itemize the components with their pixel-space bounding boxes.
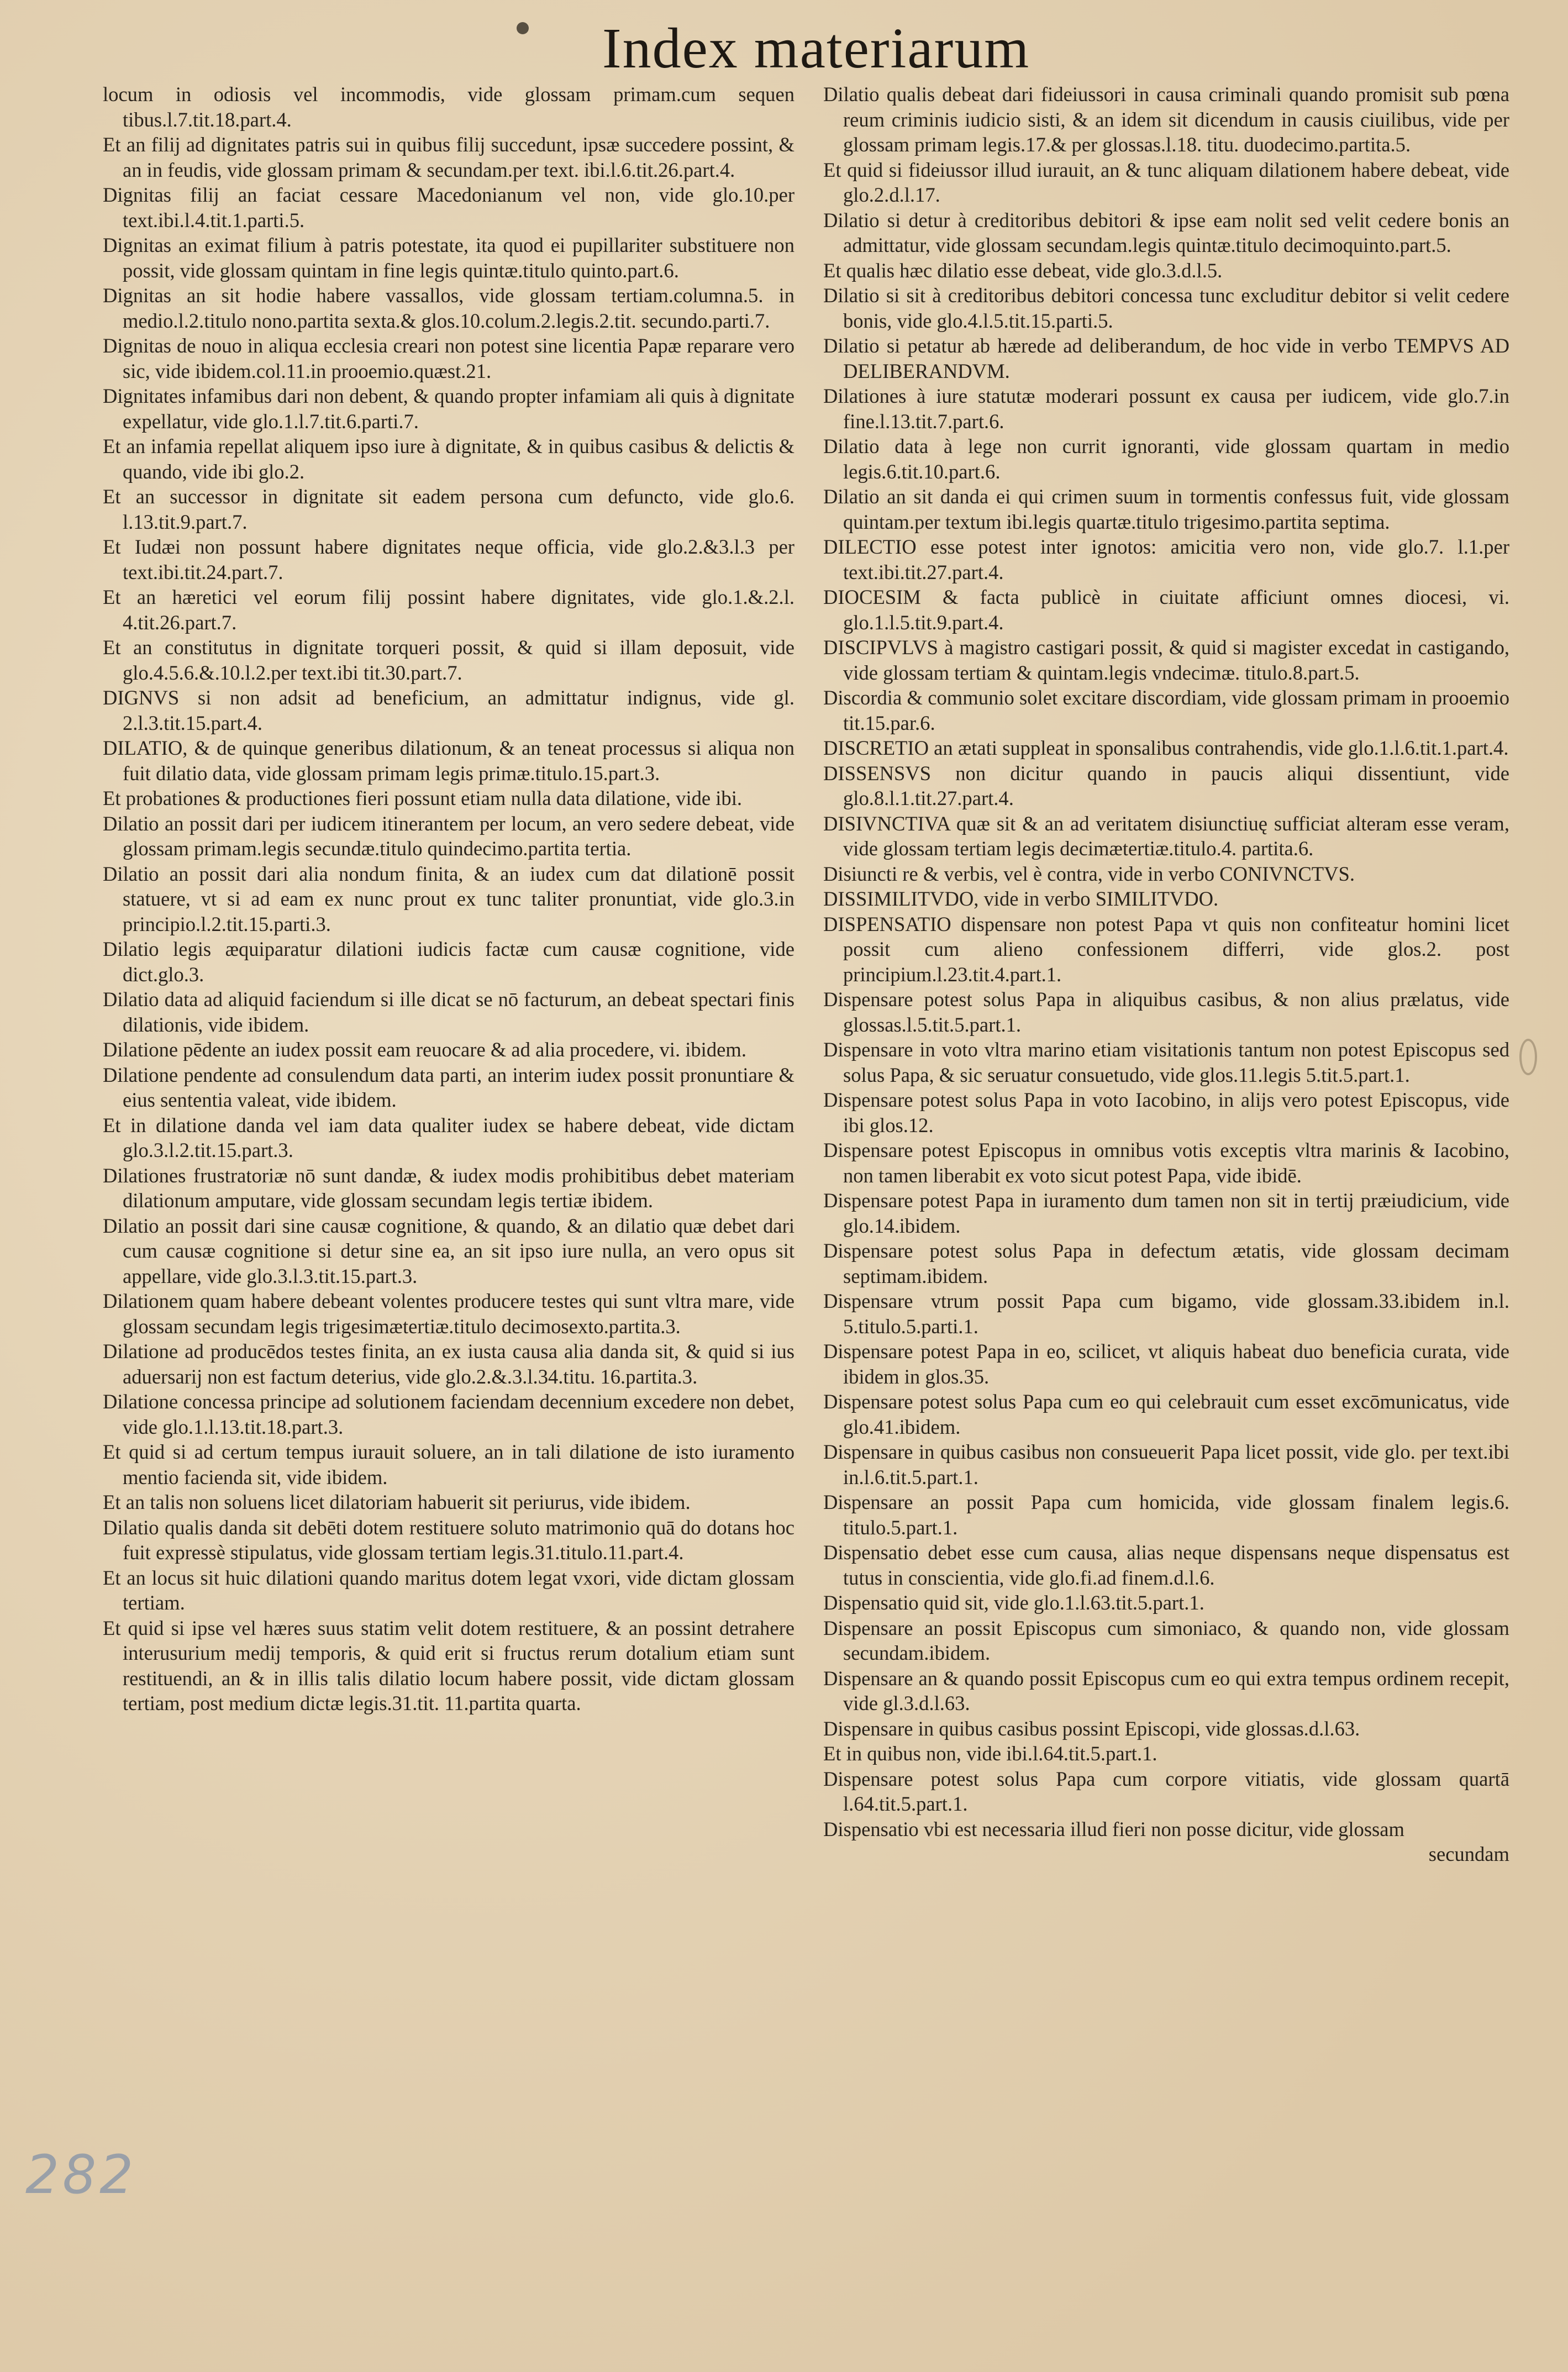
- index-entry: DIGNVS si non adsit ad beneficium, an admittatur indignus, vide gl. 2.l.3.tit.15.part.4.: [103, 686, 794, 734]
- index-entry: Dignitates infamibus dari non debent, & quando propter infamiam ali quis à dignitate expellatur, vide glo.1.l.7.tit.6.parti.7.: [103, 385, 794, 433]
- index-entry: Dilatione concessa principe ad solutionem faciendam decennium excedere non debet, vide glo.1.l.13.tit.18.part.3.: [103, 1390, 794, 1438]
- index-entry: Dispensare potest solus Papa in voto Iacobino, in alijs vero potest Episcopus, vide ibi glos.12.: [823, 1088, 1509, 1137]
- index-entry: Et an locus sit huic dilationi quando maritus dotem legat vxori, vide dictam glossam tertiam.: [103, 1566, 794, 1614]
- index-entry: Et quid si ad certum tempus iurauit soluere, an in tali dilatione de isto iuramento mentio facienda sit, vide ibidem.: [103, 1440, 794, 1489]
- index-entry: Dilatio legis æquiparatur dilationi iudicis factæ cum causæ cognitione, vide dict.glo.3.: [103, 938, 794, 986]
- index-entry: Dispensare potest Papa in eo, scilicet, vt aliquis habeat duo beneficia curata, vide ibidem in glos.35.: [823, 1340, 1509, 1388]
- index-entry: Et probationes & productiones fieri possunt etiam nulla data dilatione, vide ibi.: [103, 787, 743, 809]
- catchword: secundam: [1428, 1843, 1509, 1865]
- index-entry: Et qualis hæc dilatio esse debeat, vide glo.3.d.l.5.: [823, 259, 1223, 282]
- page-title: Index materiarum: [602, 17, 1030, 80]
- index-entry: Dispensare potest solus Papa cum eo qui celebrauit cum esset excōmunicatus, vide glo.41.ibidem.: [823, 1390, 1509, 1438]
- index-entry: Dilatio an possit dari per iudicem itinerantem per locum, an vero sedere debeat, vide glossam primam.legis secundæ.titulo quindecimo.partita tertia.: [103, 812, 794, 860]
- index-entry: Disiuncti re & verbis, vel è contra, vide in verbo CONIVNCTVS.: [823, 862, 1355, 885]
- index-entry: DISSENSVS non dicitur quando in paucis aliqui dissentiunt, vide glo.8.l.1.tit.27.part.4.: [823, 761, 1509, 809]
- index-entry: Discordia & communio solet excitare discordiam, vide glossam primam in prooemio tit.15.par.6.: [823, 686, 1509, 734]
- index-entry: Dispensare in quibus casibus non consueuerit Papa licet possit, vide glo. per text.ibi in.l.6.tit.5.part.1.: [823, 1440, 1509, 1489]
- index-entry: Et Iudæi non possunt habere dignitates neque officia, vide glo.2.&3.l.3 per text.ibi.tit.24.part.7.: [103, 535, 794, 583]
- index-entry: Dispensare in voto vltra marino etiam visitationis tantum non potest Episcopus sed solus Papa, & sic seruatur consuetudo, vide glos.11.legis 5.tit.5.part.1.: [823, 1038, 1509, 1086]
- index-entry: Dilatione pendente ad consulendum data parti, an interim iudex possit pronuntiare & eius sententia valeat, vide ibidem.: [103, 1063, 794, 1111]
- index-entry: Dilatione pēdente an iudex possit eam reuocare & ad alia procedere, vi. ibidem.: [103, 1038, 746, 1061]
- index-entry: DILECTIO esse potest inter ignotos: amicitia vero non, vide glo.7. l.1.per text.ibi.tit.27.part.4.: [823, 535, 1509, 583]
- index-entry: Dilatio qualis debeat dari fideiussori in causa criminali quando promisit sub pœna reum criminis iudicio sisti, & an idem sit dicendum in causis ciuilibus, vide per glossam primam legis.17.& per glossas.l.18. titu. duodecimo.partita.5.: [823, 83, 1509, 156]
- index-entry: DIOCESIM & facta publicè in ciuitate afficiunt omnes diocesi, vi. glo.1.l.5.tit.9.part.4.: [823, 586, 1509, 634]
- index-entry: locum in odiosis vel incommodis, vide glossam primam.cum sequen tibus.l.7.tit.18.part.4.: [103, 83, 794, 131]
- index-entry: Et an filij ad dignitates patris sui in quibus filij succedunt, ipsæ succedere possint, & an in feudis, vide glossam primam & secundam.per text. ibi.l.6.tit.26.part.4.: [103, 133, 794, 181]
- index-entry: Dispensare an possit Episcopus cum simoniaco, & quando non, vide glossam secundam.ibidem.: [823, 1616, 1509, 1664]
- ink-dot: [517, 22, 529, 34]
- index-entry: Dilationes frustratoriæ nō sunt dandæ, & iudex modis prohibitibus debet materiam dilationum amputare, vide glossam secundam legis tertiæ ibidem.: [103, 1164, 794, 1212]
- index-entry: Dispensatio debet esse cum causa, alias neque dispensans neque dispensatus est tutus in conscientia, vide glo.fi.ad finem.d.l.6.: [823, 1541, 1509, 1589]
- index-entry: Dispensare vtrum possit Papa cum bigamo, vide glossam.33.ibidem in.l. 5.titulo.5.parti.1.: [823, 1290, 1509, 1338]
- index-entry: Dispensare potest Episcopus in omnibus votis exceptis vltra marinis & Iacobino, non tamen liberabit ex voto sicut potest Papa, vide ibidē.: [823, 1139, 1509, 1187]
- index-entry: Dilatio an sit danda ei qui crimen suum in tormentis confessus fuit, vide glossam quintam.per textum ibi.legis quartæ.titulo trigesimo.partita septima.: [823, 485, 1509, 533]
- index-entry: Et in dilatione danda vel iam data qualiter iudex se habere debeat, vide dictam glo.3.l.2.tit.15.part.3.: [103, 1113, 794, 1161]
- ink-stain: [1519, 1039, 1537, 1075]
- index-entry: Dilatio data à lege non currit ignoranti, vide glossam quartam in medio legis.6.tit.10.part.6.: [823, 435, 1509, 483]
- index-entry: Dilatio qualis danda sit debēti dotem restituere soluto matrimonio quā do dotans hoc fuit expressè stipulatus, vide glossam tertiam legis.31.titulo.11.part.4.: [103, 1516, 794, 1564]
- handwritten-page-number: 282: [25, 2144, 137, 2206]
- index-entry: Dilationes à iure statutæ moderari possunt ex causa per iudicem, vide glo.7.in fine.l.13.tit.7.part.6.: [823, 385, 1509, 433]
- index-entry: Dignitas de nouo in aliqua ecclesia creari non potest sine licentia Papæ reparare vero sic, vide ibidem.col.11.in prooemio.quæst.21.: [103, 334, 794, 382]
- index-entry: DISCIPVLVS à magistro castigari possit, & quid si magister excedat in castigando, vide glossam tertiam & quintam.legis vndecimæ. titulo.8.part.5.: [823, 636, 1509, 684]
- index-entry: Dilatio an possit dari sine causæ cognitione, & quando, & an dilatio quæ debet dari cum causæ cognitione si detur sine ea, an sit ipso iure nulla, an vero opus sit appellare, vide glo.3.l.3.tit.15.part.3.: [103, 1214, 794, 1287]
- index-entry: Dilationem quam habere debeant volentes producere testes qui sunt vltra mare, vide glossam secundam legis trigesimætertiæ.titulo decimosexto.partita.3.: [103, 1290, 794, 1338]
- index-entry: Dispensare an & quando possit Episcopus cum eo qui extra tempus ordinem recepit, vide gl.3.d.l.63.: [823, 1666, 1509, 1714]
- index-entry: DISCRETIO an ætati suppleat in sponsalibus contrahendis, vide glo.1.l.6.tit.1.part.4.: [823, 737, 1509, 759]
- right-column: [823, 82, 1509, 1867]
- index-entry: Et an hæretici vel eorum filij possint habere dignitates, vide glo.1.&.2.l. 4.tit.26.part.7.: [103, 586, 794, 634]
- index-entry: DISPENSATIO dispensare non potest Papa vt quis non confiteatur homini licet possit cum alieno confessionem differri, vide glos.2. post principium.l.23.tit.4.part.1.: [823, 912, 1509, 986]
- index-entry: Dilatio si petatur ab hærede ad deliberandum, de hoc vide in verbo TEMPVS AD DELIBERANDVM.: [823, 334, 1509, 382]
- index-entry: Dignitas an eximat filium à patris potestate, ita quod ei pupillariter substituere non possit, vide glossam quintam in fine legis quintæ.titulo quinto.part.6.: [103, 234, 794, 282]
- index-entry: Dilatio si sit à creditoribus debitori concessa tunc excluditur debitor si velit cedere bonis, vide glo.4.l.5.tit.15.parti.5.: [823, 284, 1509, 332]
- left-column: [103, 82, 794, 1716]
- page-header: [0, 15, 1568, 80]
- index-entry: Et an successor in dignitate sit eadem persona cum defuncto, vide glo.6. l.13.tit.9.part.7.: [103, 485, 794, 533]
- index-entry: Dispensatio vbi est necessaria illud fieri non posse dicitur, vide glossam: [823, 1817, 1404, 1840]
- index-entry: Dignitas filij an faciat cessare Macedonianum vel non, vide glo.10.per text.ibi.l.4.tit.1.parti.5.: [103, 183, 794, 232]
- index-entry: Dispensare potest solus Papa in aliquibus casibus, & non alius prælatus, vide glossas.l.5.tit.5.part.1.: [823, 988, 1509, 1036]
- index-entry: Et an infamia repellat aliquem ipso iure à dignitate, & in quibus casibus & delictis & quando, vide ibi glo.2.: [103, 435, 794, 483]
- index-entry: Et an constitutus in dignitate torqueri possit, & quid si illam deposuit, vide glo.4.5.6.&.10.l.2.per text.ibi tit.30.part.7.: [103, 636, 794, 684]
- index-entry: Dispensatio quid sit, vide glo.1.l.63.tit.5.part.1.: [823, 1591, 1204, 1614]
- index-entry: Dispensare potest solus Papa in defectum ætatis, vide glossam decimam septimam.ibidem.: [823, 1239, 1509, 1287]
- index-entry: Dispensare potest solus Papa cum corpore vitiatis, vide glossam quartā l.64.tit.5.part.1.: [823, 1767, 1509, 1815]
- index-entry: Dignitas an sit hodie habere vassallos, vide glossam tertiam.columna.5. in medio.l.2.titulo nono.partita sexta.& glos.10.colum.2.legis.2.tit. secundo.parti.7.: [103, 284, 794, 332]
- index-entry: DISSIMILITVDO, vide in verbo SIMILITVDO.: [823, 887, 1219, 910]
- index-entry: Et quid si ipse vel hæres suus statim velit dotem restituere, & an possint detrahere interusurium medij temporis, & quid erit si fructus rerum dotalium etiam sunt restituendi, an & in illis talis dilatio locum habere possit, vide dictam glossam tertiam, post medium dictæ legis.31.tit. 11.partita quarta.: [103, 1616, 794, 1714]
- index-entry: Et an talis non soluens licet dilatoriam habuerit sit periurus, vide ibidem.: [103, 1491, 691, 1513]
- index-entry: Et quid si fideiussor illud iurauit, an & tunc aliquam dilationem habere debeat, vide glo.2.d.l.17.: [823, 158, 1509, 206]
- index-entry: Dilatione ad producēdos testes finita, an ex iusta causa alia danda sit, & quid si ius aduersarij non est factum deterius, vide glo.2.&.3.l.34.titu. 16.partita.3.: [103, 1340, 794, 1388]
- index-entry: Dispensare in quibus casibus possint Episcopi, vide glossas.d.l.63.: [823, 1717, 1360, 1740]
- index-entry: Dilatio an possit dari alia nondum finita, & an iudex cum dat dilationē possit statuere, vt si ad eam ex nunc prout ex tunc taliter pronuntiat, vide glo.3.in principio.l.2.tit.15.parti.3.: [103, 862, 794, 935]
- index-entry: DILATIO, & de quinque generibus dilationum, & an teneat processus si aliqua non fuit dilatio data, vide glossam primam legis primæ.titulo.15.part.3.: [103, 737, 794, 785]
- index-entry: DISIVNCTIVA quæ sit & an ad veritatem disiunctiuę sufficiat alteram esse veram, vide glossam tertiam legis decimætertiæ.titulo.4. partita.6.: [823, 812, 1509, 860]
- index-entry: Dispensare potest Papa in iuramento dum tamen non sit in tertij præiudicium, vide glo.14.ibidem.: [823, 1189, 1509, 1237]
- index-entry: Et in quibus non, vide ibi.l.64.tit.5.part.1.: [823, 1742, 1157, 1765]
- index-entry: Dilatio si detur à creditoribus debitori & ipse eam nolit sed velit cedere bonis an admittatur, vide glossam secundam.legis quintæ.titulo decimoquinto.part.5.: [823, 208, 1509, 256]
- index-entry: Dispensare an possit Papa cum homicida, vide glossam finalem legis.6. titulo.5.part.1.: [823, 1491, 1509, 1539]
- index-entry: Dilatio data ad aliquid faciendum si ille dicat se nō facturum, an debeat spectari finis dilationis, vide ibidem.: [103, 988, 794, 1036]
